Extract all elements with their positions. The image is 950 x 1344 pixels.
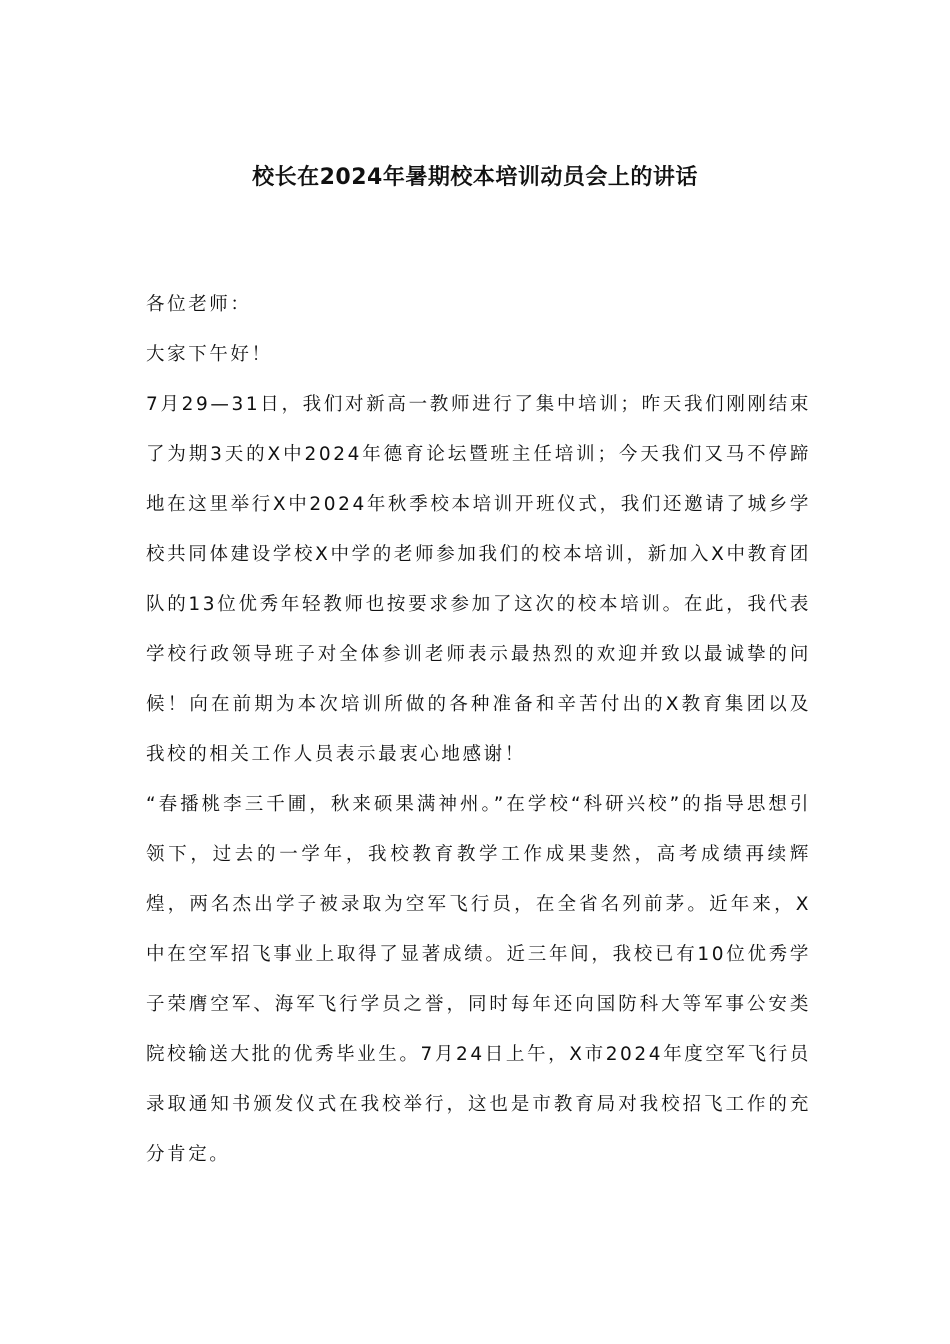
document-body (146, 280, 811, 1180)
paragraph: “春播桃李三千圃，秋来硕果满神州。”在学校“科研兴校”的指导思想引领下，过去的一学年，我校教育教学工作成果斐然，高考成绩再续辉煌，两名杰出学子被录取为空军飞行员，在全省名列前茅。近年来，X中在空军招飞事业上取得了显著成绩。近三年间，我校已有10位优秀学子荣膺空军、海军飞行学员之誉，同时每年还向国防科大等军事公安类院校输送大批的优秀毕业生。7月24日上午，X市2024年度空军飞行员录取通知书颁发仪式在我校举行，这也是市教育局对我校招飞工作的充分肯定。 (146, 794, 811, 1165)
salutation: 各位老师： (146, 294, 252, 315)
paragraph: 7月29—31日，我们对新高一教师进行了集中培训；昨天我们刚刚结束了为期3天的X中2024年德育论坛暨班主任培训；今天我们又马不停蹄地在这里举行X中2024年秋季校本培训开班仪式，我们还邀请了城乡学校共同体建设学校X中学的老师参加我们的校本培训，新加入X中教育团队的13位优秀年轻教师也按要求参加了这次的校本培训。在此，我代表学校行政领导班子对全体参训老师表示最热烈的欢迎并致以最诚挚的问候！向在前期为本次培训所做的各种准备和辛苦付出的X教育集团以及我校的相关工作人员表示最衷心地感谢！ (146, 394, 811, 765)
greeting: 大家下午好！ (146, 344, 273, 365)
document-title: 校长在2024年暑期校本培训动员会上的讲话 (252, 165, 698, 190)
